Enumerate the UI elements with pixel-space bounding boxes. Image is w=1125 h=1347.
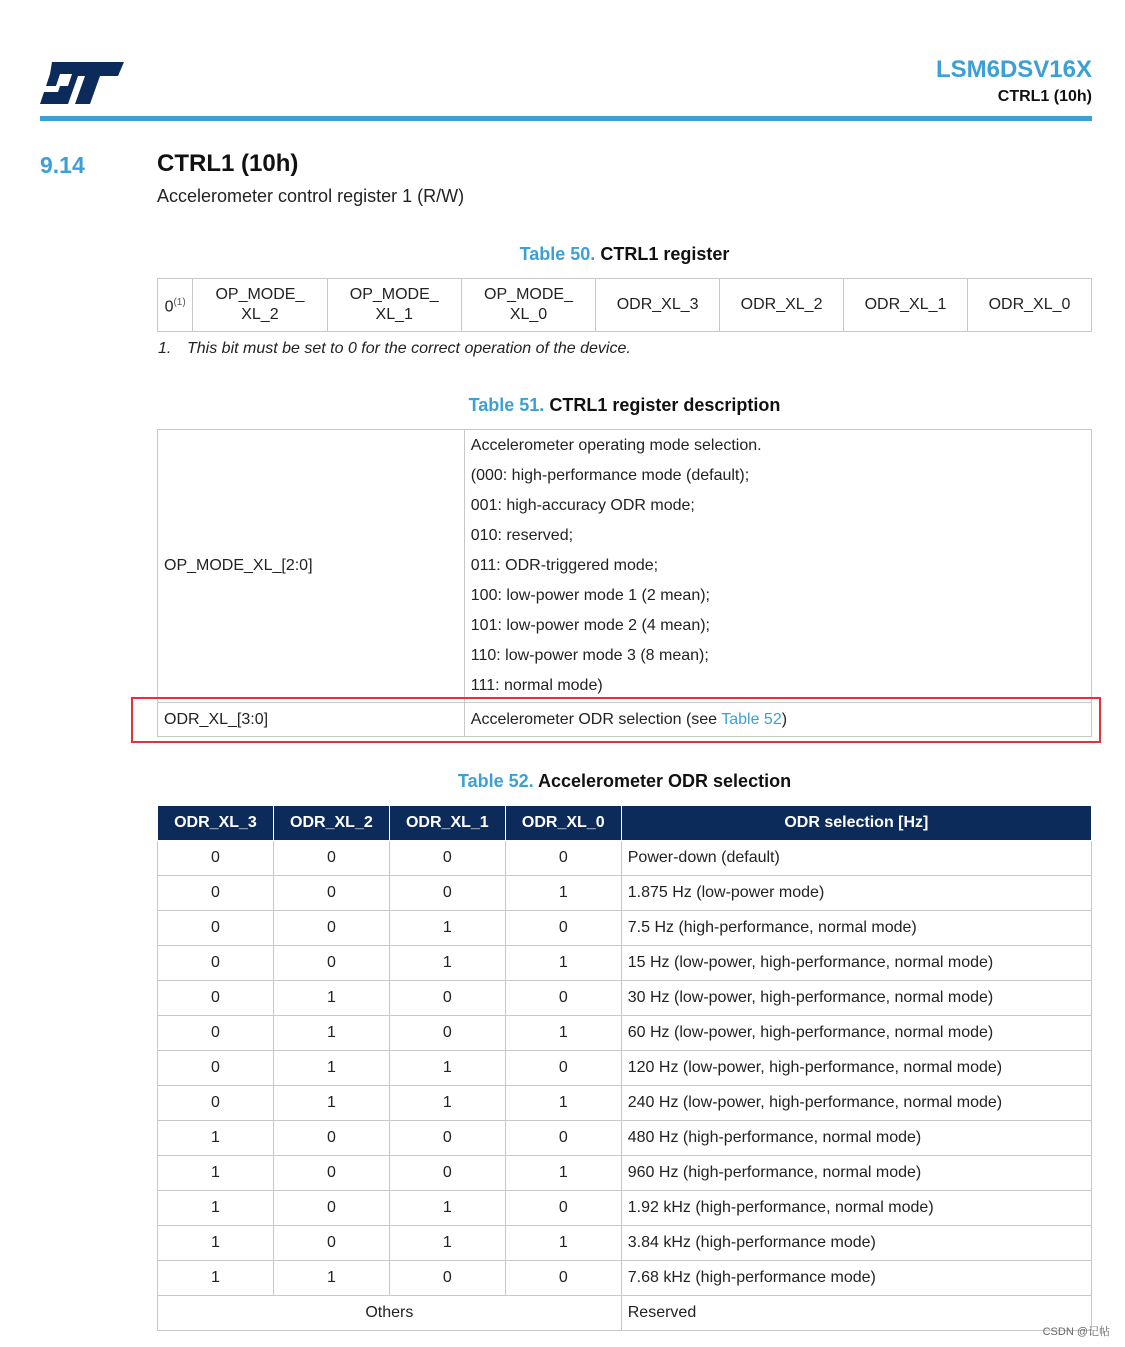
bit-value-cell: 1 xyxy=(389,1226,505,1261)
bit-value-cell: 0 xyxy=(273,1121,389,1156)
bit-value-cell: 0 xyxy=(158,946,274,981)
bit-value-cell: 0 xyxy=(505,1121,621,1156)
bit-value-cell: 1 xyxy=(158,1191,274,1226)
bit-cell: ODR_XL_0 xyxy=(967,279,1091,332)
bit-value-cell: 0 xyxy=(505,841,621,876)
product-title: LSM6DSV16X xyxy=(935,56,1092,83)
bit-value-cell: 0 xyxy=(158,876,274,911)
table50-caption-text: CTRL1 register xyxy=(600,244,730,264)
bit-value-cell: 0 xyxy=(505,1191,621,1226)
bit-value-cell: 1 xyxy=(505,1156,621,1191)
table-row xyxy=(158,841,1092,876)
odr-selection-cell: Power-down (default) xyxy=(621,841,1091,876)
others-label: Others xyxy=(158,1296,622,1331)
column-header: ODR_XL_1 xyxy=(389,806,505,841)
table-row xyxy=(158,1016,1092,1051)
bit-value-cell: 1 xyxy=(158,1226,274,1261)
column-header: ODR_XL_3 xyxy=(158,806,274,841)
bit-value-cell: 1 xyxy=(505,1086,621,1121)
bit-value-cell: 1 xyxy=(273,1086,389,1121)
bit-cell: 0$^{(1)}$ xyxy=(158,279,193,332)
table52-caption-text: Accelerometer ODR selection xyxy=(537,771,792,791)
field-name: OP_MODE_XL_[2:0] xyxy=(158,430,465,703)
table52-link[interactable]: Table 52 xyxy=(721,710,782,728)
bit-value-cell: 1 xyxy=(389,946,505,981)
bit-value-cell: 1 xyxy=(158,1121,274,1156)
table51-caption-text: CTRL1 register description xyxy=(549,395,781,415)
others-value: Reserved xyxy=(621,1296,1091,1331)
bit-value-cell: 1 xyxy=(273,1261,389,1296)
bit-value-cell: 0 xyxy=(389,1156,505,1191)
field-description: Accelerometer ODR selection (see Table 52) xyxy=(464,703,1091,737)
table-row xyxy=(158,1226,1092,1261)
bit-value-cell: 0 xyxy=(273,911,389,946)
st-logo xyxy=(38,58,126,108)
bit-value-cell: 1 xyxy=(158,1261,274,1296)
odr-selection-cell: 60 Hz (low-power, high-performance, normal mode) xyxy=(621,1016,1091,1051)
column-header: ODR_XL_2 xyxy=(273,806,389,841)
bit-value-cell: 0 xyxy=(505,911,621,946)
odr-selection-cell: 240 Hz (low-power, high-performance, normal mode) xyxy=(621,1086,1091,1121)
bit-value-cell: 1 xyxy=(273,981,389,1016)
bit-value-cell: 0 xyxy=(158,1086,274,1121)
section-title: CTRL1 (10h) xyxy=(157,150,299,177)
table-row xyxy=(158,876,1092,911)
odr-selection-cell: 960 Hz (high-performance, normal mode) xyxy=(621,1156,1091,1191)
odr-selection-cell: 7.68 kHz (high-performance mode) xyxy=(621,1261,1091,1296)
bit-value-cell: 1 xyxy=(273,1051,389,1086)
highlight-box xyxy=(131,697,1101,743)
bit-cell: ODR_XL_3 xyxy=(596,279,720,332)
odr-selection-cell: 120 Hz (low-power, high-performance, normal mode) xyxy=(621,1051,1091,1086)
bit-cell: ODR_XL_2 xyxy=(720,279,844,332)
bit-value-cell: 0 xyxy=(273,841,389,876)
field-description: Accelerometer operating mode selection. (000: high-performance mode (default); 001: high-accuracy ODR mode; 010: reserved; 011: ODR-triggered mode; 100: low-power mode 1 (2 mean); 101: low-power mode 2 (4 mean); 110: low-power mode 3 (8 mean); 111: normal mode) xyxy=(464,430,1091,703)
table52-caption-number: Table 52. xyxy=(457,771,534,791)
bit-value-cell: 0 xyxy=(158,1051,274,1086)
bit-value-cell: 0 xyxy=(273,1156,389,1191)
bit-value-cell: 0 xyxy=(158,911,274,946)
table52-caption xyxy=(157,771,1092,792)
bit-value-cell: 0 xyxy=(389,876,505,911)
table52-odr-selection xyxy=(157,805,1092,1331)
bit-cell: ODR_XL_1 xyxy=(844,279,968,332)
table51-row-op-mode xyxy=(158,430,1092,703)
bit-value-cell: 0 xyxy=(505,981,621,1016)
bit-value-cell: 1 xyxy=(389,1086,505,1121)
bit-value-cell: 1 xyxy=(389,1191,505,1226)
table-row xyxy=(158,911,1092,946)
bit-value-cell: 0 xyxy=(389,1016,505,1051)
section-number: 9.14 xyxy=(40,152,85,178)
bit-value-cell: 0 xyxy=(389,981,505,1016)
table50-caption xyxy=(157,244,1092,265)
bit-value-cell: 0 xyxy=(389,841,505,876)
column-header: ODR selection [Hz] xyxy=(621,806,1091,841)
table50-register xyxy=(157,278,1092,332)
bit-value-cell: 0 xyxy=(158,981,274,1016)
table51-caption-number: Table 51. xyxy=(468,395,545,415)
header-section-ref: CTRL1 (10h) xyxy=(997,88,1092,105)
table-row xyxy=(158,1121,1092,1156)
field-name: ODR_XL_[3:0] xyxy=(158,703,465,737)
table-row xyxy=(158,981,1092,1016)
bit-value-cell: 1 xyxy=(273,1016,389,1051)
odr-selection-cell: 7.5 Hz (high-performance, normal mode) xyxy=(621,911,1091,946)
bit-value-cell: 0 xyxy=(505,1261,621,1296)
table50-footnote xyxy=(158,340,631,358)
bit-cell: OP_MODE_ XL_1 xyxy=(327,279,461,332)
bit-value-cell: 0 xyxy=(505,1051,621,1086)
bit-value-cell: 1 xyxy=(505,876,621,911)
section-description: Accelerometer control register 1 (R/W) xyxy=(157,186,465,206)
header-rule xyxy=(40,116,1092,121)
bit-cell: OP_MODE_ XL_2 xyxy=(193,279,327,332)
table-row xyxy=(158,1261,1092,1296)
bit-value-cell: 0 xyxy=(389,1261,505,1296)
bit-value-cell: 1 xyxy=(389,911,505,946)
table51-description xyxy=(157,429,1092,737)
bit-value-cell: 0 xyxy=(158,841,274,876)
table50-caption-number: Table 50. xyxy=(519,244,596,264)
bit-value-cell: 1 xyxy=(505,1226,621,1261)
bit-value-cell: 1 xyxy=(505,1016,621,1051)
table-header-row xyxy=(158,806,1092,841)
odr-selection-cell: 3.84 kHz (high-performance mode) xyxy=(621,1226,1091,1261)
bit-value-cell: 0 xyxy=(273,1191,389,1226)
table51-caption xyxy=(157,395,1092,416)
bit-cell: OP_MODE_ XL_0 xyxy=(461,279,595,332)
table-row xyxy=(158,946,1092,981)
table-row xyxy=(158,1156,1092,1191)
footnote-number: 1. xyxy=(158,340,172,357)
odr-selection-cell: 15 Hz (low-power, high-performance, normal mode) xyxy=(621,946,1091,981)
bit-value-cell: 0 xyxy=(273,1226,389,1261)
bit-value-cell: 0 xyxy=(273,946,389,981)
table-row xyxy=(158,1191,1092,1226)
footnote-text: This bit must be set to 0 for the correct operation of the device. xyxy=(187,340,631,357)
footnote-ref: (1) xyxy=(173,296,186,308)
table50-row xyxy=(158,279,1092,332)
bit-value-cell: 0 xyxy=(158,1016,274,1051)
table-row xyxy=(158,1086,1092,1121)
bit-value-cell: 1 xyxy=(389,1051,505,1086)
column-header: ODR_XL_0 xyxy=(505,806,621,841)
bit-value-cell: 0 xyxy=(273,876,389,911)
bit-value-cell: 1 xyxy=(505,946,621,981)
bit-value-cell: 1 xyxy=(158,1156,274,1191)
odr-selection-cell: 480 Hz (high-performance, normal mode) xyxy=(621,1121,1091,1156)
table-row xyxy=(158,1051,1092,1086)
table-row-others xyxy=(158,1296,1092,1331)
odr-selection-cell: 1.875 Hz (low-power mode) xyxy=(621,876,1091,911)
watermark: CSDN @记帖 xyxy=(1042,1326,1110,1338)
odr-selection-cell: 1.92 kHz (high-performance, normal mode) xyxy=(621,1191,1091,1226)
odr-selection-cell: 30 Hz (low-power, high-performance, normal mode) xyxy=(621,981,1091,1016)
bit-value-cell: 0 xyxy=(389,1121,505,1156)
